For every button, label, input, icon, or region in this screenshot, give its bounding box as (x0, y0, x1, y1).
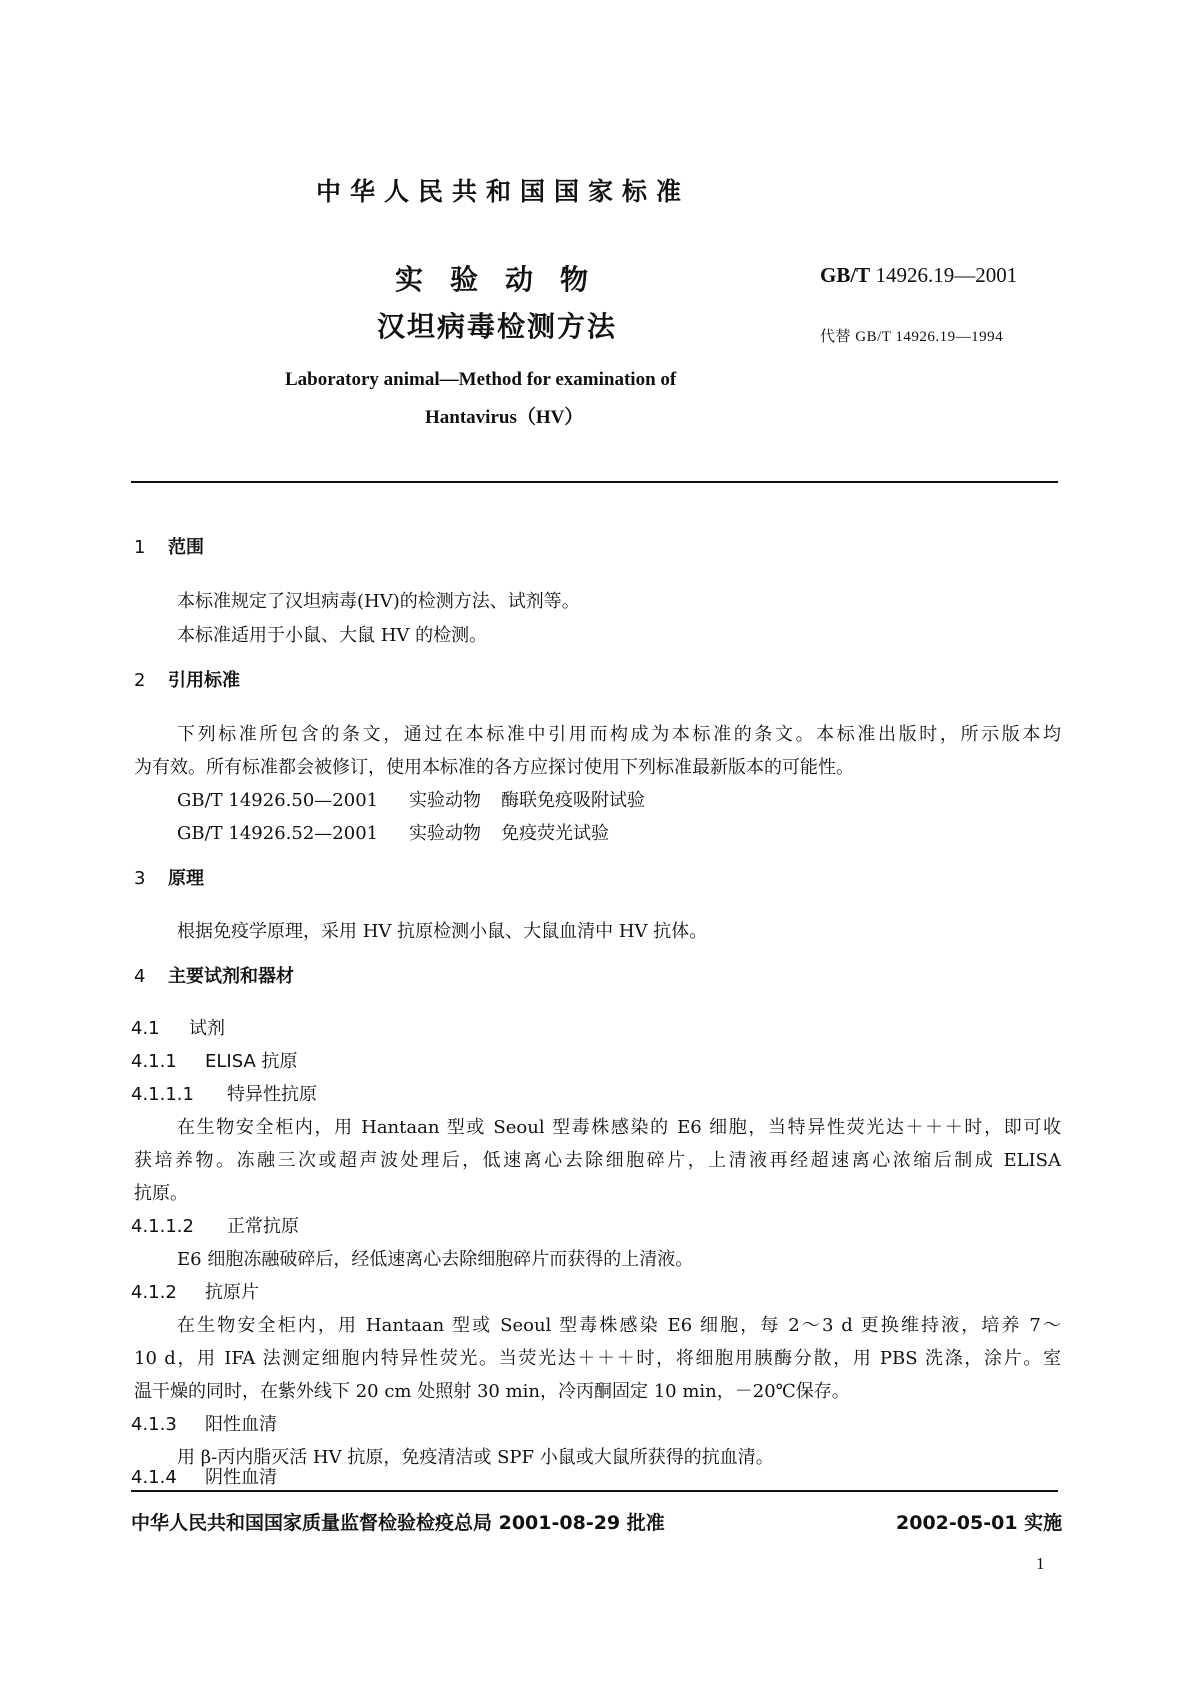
subsection-4-1-3-line-1: 用 β-丙内脂灭活 HV 抗原，免疫清洁或 SPF 小鼠或大鼠所获得的抗血清。 (177, 1447, 774, 1468)
footer-divider (131, 1490, 1058, 1492)
standard-prefix: GB/T (820, 263, 871, 287)
subsection-4-1-3-number: 4.1.3 (131, 1414, 177, 1435)
reference-part: 实验动物 (409, 790, 481, 811)
subsection-4-1-1-2-heading (131, 1212, 299, 1238)
english-title-line-1: Laboratory animal—Method for examination of (285, 369, 677, 390)
subsection-4-1-2-line-1: 在生物安全柜内，用 Hantaan 型或 Seoul 型毒株感染 E6 细胞，每 2～3 d 更换维持液，培养 7～ (177, 1315, 1061, 1336)
title-line-1: 实验动物 (395, 263, 616, 296)
section-1-number: 1 (134, 537, 146, 558)
reference-name: 酶联免疫吸附试验 (501, 790, 645, 811)
subsection-4-1-1-2-title: 正常抗原 (227, 1216, 299, 1237)
subsection-4-1-4-title: 阴性血清 (205, 1467, 277, 1488)
subsection-4-1-3-heading (131, 1410, 277, 1436)
section-1-paragraph-2: 本标准适用于小鼠、大鼠 HV 的检测。 (177, 625, 488, 646)
section-1-title: 范围 (168, 537, 204, 558)
subsection-4-1-1-1-title: 特异性抗原 (227, 1084, 317, 1105)
subsection-4-1-1-2-number: 4.1.1.2 (131, 1216, 194, 1237)
reference-item (177, 819, 609, 845)
national-standard-heading: 中华人民共和国国家标准 (316, 177, 691, 206)
section-2-heading (134, 666, 240, 692)
subsection-4-1-1-2-line-1: E6 细胞冻融破碎后，经低速离心去除细胞碎片而获得的上清液。 (177, 1249, 694, 1270)
reference-item (177, 786, 645, 812)
replaces-standard: 代替 GB/T 14926.19—1994 (820, 329, 1004, 345)
subsection-4-1-number: 4.1 (131, 1018, 160, 1039)
implementation-date: 2002-05-01 实施 (896, 1512, 1063, 1534)
subsection-4-1-2-number: 4.1.2 (131, 1282, 177, 1303)
title-line-2: 汉坦病毒检测方法 (377, 310, 618, 343)
subsection-4-1-3-title: 阳性血清 (205, 1414, 277, 1435)
section-3-title: 原理 (168, 868, 204, 889)
section-2-number: 2 (134, 670, 146, 691)
standard-code: 14926.19—2001 (870, 263, 1018, 287)
section-2-paragraph-line-2: 为有效。所有标准都会被修订，使用本标准的各方应探讨使用下列标准最新版本的可能性。 (134, 757, 854, 778)
page-number: 1 (1036, 1554, 1045, 1573)
section-1-heading (134, 533, 204, 559)
subsection-4-1-2-heading (131, 1278, 259, 1304)
subsection-4-1-1-1-heading (131, 1080, 317, 1106)
approval-statement: 中华人民共和国国家质量监督检验检疫总局 2001-08-29 批准 (131, 1512, 665, 1534)
section-3-heading (134, 864, 204, 890)
section-3-number: 3 (134, 868, 146, 889)
standard-number (820, 263, 1017, 288)
reference-code: GB/T 14926.52—2001 (177, 823, 379, 844)
subsection-4-1-2-title: 抗原片 (205, 1282, 259, 1303)
section-4-number: 4 (134, 966, 146, 987)
subsection-4-1-4-number: 4.1.4 (131, 1467, 177, 1488)
subsection-4-1-2-line-2: 10 d，用 IFA 法测定细胞内特异性荧光。当荧光达＋＋＋时，将细胞用胰酶分散，用 PBS 洗涤，涂片。室 (134, 1348, 1061, 1369)
reference-code: GB/T 14926.50—2001 (177, 790, 379, 811)
subsection-4-1-1-heading (131, 1047, 298, 1073)
section-4-heading (134, 962, 294, 988)
section-2-paragraph-line-1: 下列标准所包含的条文，通过在本标准中引用而构成为本标准的条文。本标准出版时，所示版本均 (177, 724, 1061, 745)
header-divider (131, 481, 1058, 483)
subsection-4-1-1-1-line-1: 在生物安全柜内，用 Hantaan 型或 Seoul 型毒株感染的 E6 细胞，当特异性荧光达＋＋＋时，即可收 (177, 1117, 1061, 1138)
section-1-paragraph-1: 本标准规定了汉坦病毒(HV)的检测方法、试剂等。 (177, 591, 580, 612)
subsection-4-1-4-heading (131, 1463, 277, 1489)
subsection-4-1-2-line-3: 温干燥的同时，在紫外线下 20 cm 处照射 30 min，冷丙酮固定 10 min，－20℃保存。 (134, 1381, 850, 1402)
subsection-4-1-1-title: ELISA 抗原 (205, 1051, 298, 1072)
section-2-title: 引用标准 (168, 670, 240, 691)
subsection-4-1-1-1-line-2: 获培养物。冻融三次或超声波处理后，低速离心去除细胞碎片，上清液再经超速离心浓缩后制成 ELISA (134, 1150, 1061, 1171)
subsection-4-1-title: 试剂 (189, 1018, 225, 1039)
subsection-4-1-1-1-number: 4.1.1.1 (131, 1084, 194, 1105)
reference-part: 实验动物 (409, 823, 481, 844)
subsection-4-1-heading (131, 1014, 225, 1040)
reference-name: 免疫荧光试验 (501, 823, 609, 844)
english-title-line-2: Hantavirus（HV） (425, 407, 584, 428)
section-3-paragraph-1: 根据免疫学原理，采用 HV 抗原检测小鼠、大鼠血清中 HV 抗体。 (177, 921, 708, 942)
subsection-4-1-1-number: 4.1.1 (131, 1051, 177, 1072)
subsection-4-1-1-1-line-3: 抗原。 (134, 1183, 188, 1204)
section-4-title: 主要试剂和器材 (168, 966, 294, 987)
